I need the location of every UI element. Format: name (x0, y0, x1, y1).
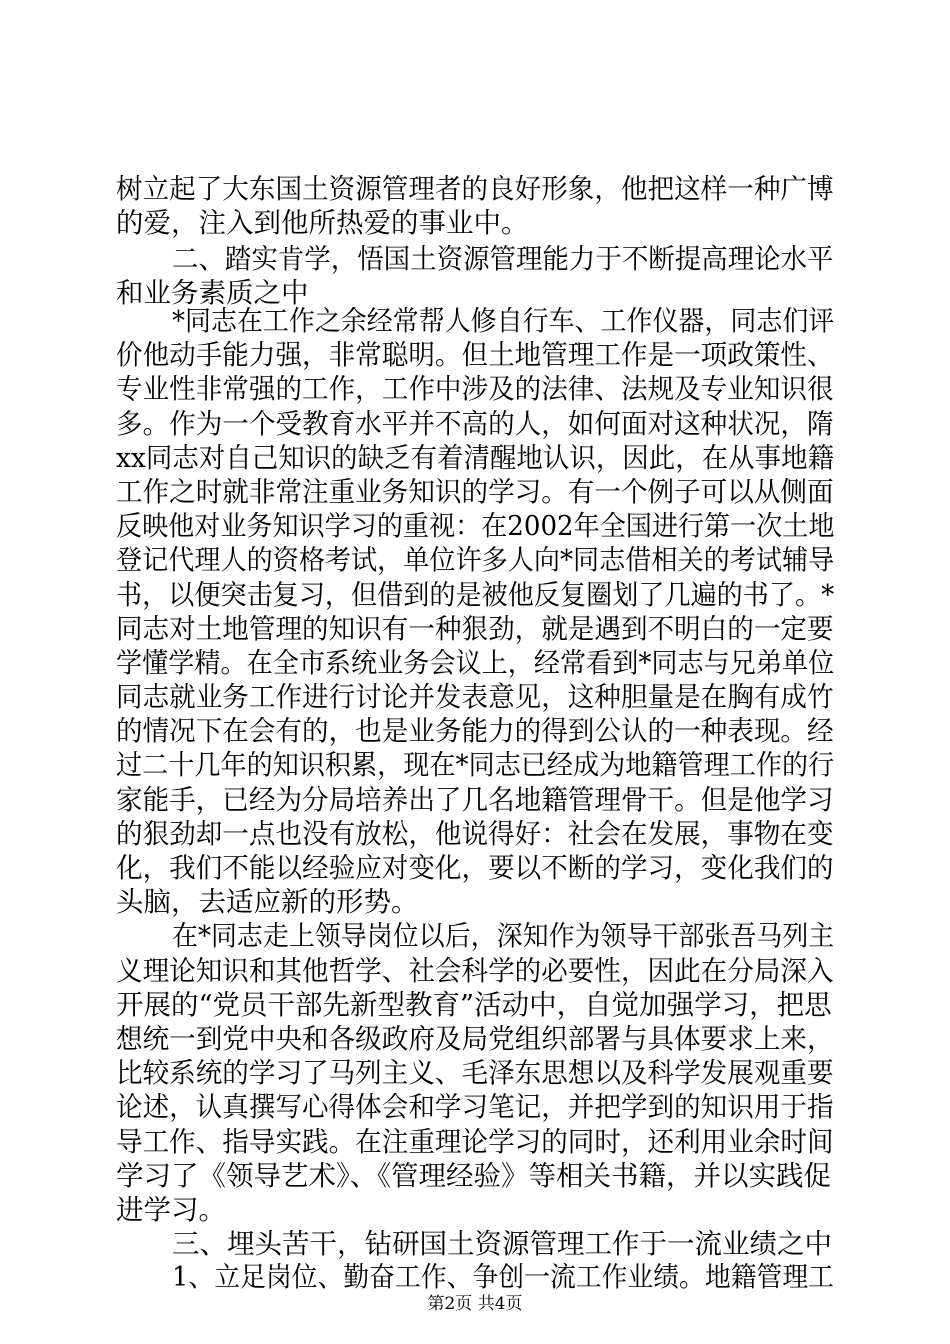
text-line: 比较系统的学习了马列主义、毛泽东思想以及科学发展观重要 (116, 1057, 834, 1089)
text-line: 的狠劲却一点也没有放松，他说得好：社会在发展，事物在变 (116, 818, 834, 850)
text-line: 1、立足岗位、勤奋工作、争创一流工作业绩。地籍管理工 (172, 1261, 834, 1293)
text-line: xx同志对自己知识的缺乏有着清醒地认识，因此，在从事地籍 (116, 442, 835, 474)
text-line: 同志就业务工作进行讨论并发表意见，这种胆量是在胸有成竹 (116, 681, 834, 713)
text-line: 开展的“党员干部先新型教育”活动中，自觉加强学习，把思 (116, 989, 832, 1021)
text-line: 工作之时就非常注重业务知识的学习。有一个例子可以从侧面 (116, 476, 834, 508)
text-line: 多。作为一个受教育水平并不高的人，如何面对这种状况，隋 (116, 408, 834, 440)
text-line: *同志在工作之余经常帮人修自行车、工作仪器，同志们评 (172, 305, 835, 337)
section-heading-2-cont: 和业务素质之中 (116, 277, 309, 309)
text-line: 进学习。 (116, 1194, 226, 1226)
text-line: 专业性非常强的工作，工作中涉及的法律、法规及专业知识很 (116, 373, 834, 405)
text-line: 论述，认真撰写心得体会和学习笔记，并把学到的知识用于指 (116, 1091, 834, 1123)
section-heading-3: 三、埋头苦干，钻研国土资源管理工作于一流业绩之中 (172, 1228, 832, 1260)
text-line: 书，以便突击复习，但借到的是被他反复圈划了几遍的书了。* (116, 579, 835, 611)
text-line: 同志对土地管理的知识有一种狠劲，就是遇到不明白的一定要 (116, 613, 834, 645)
text-line: 想统一到党中央和各级政府及局党组织部署与具体要求上来， (116, 1023, 834, 1055)
text-line: 头脑，去适应新的形势。 (116, 886, 419, 918)
text-line: 的情况下在会有的，也是业务能力的得到公认的一种表现。经 (116, 715, 834, 747)
text-line: 在*同志走上领导岗位以后，深知作为领导干部张吾马列主 (172, 920, 835, 952)
text-line: 过二十几年的知识积累，现在*同志已经成为地籍管理工作的行 (116, 749, 835, 781)
text-line: 登记代理人的资格考试，单位许多人向*同志借相关的考试辅导 (116, 544, 835, 576)
text-line: 树立起了大东国土资源管理者的良好形象，他把这样一种广博 (116, 173, 834, 205)
text-line: 义理论知识和其他哲学、社会科学的必要性，因此在分局深入 (116, 955, 834, 987)
text-line: 反映他对业务知识学习的重视：在2002年全国进行第一次土地 (116, 510, 835, 542)
text-line: 家能手，已经为分局培养出了几名地籍管理骨干。但是他学习 (116, 784, 834, 816)
text-line: 学懂学精。在全市系统业务会议上，经常看到*同志与兄弟单位 (116, 647, 835, 679)
text-line: 的爱，注入到他所热爱的事业中。 (116, 207, 529, 239)
text-line: 价他动手能力强，非常聪明。但土地管理工作是一项政策性、 (116, 339, 834, 371)
text-line: 化，我们不能以经验应对变化，要以不断的学习，变化我们的 (116, 852, 834, 884)
page-number-footer: 第2页 共4页 (427, 1294, 523, 1314)
section-heading-2: 二、踏实肯学，悟国土资源管理能力于不断提高理论水平 (172, 243, 834, 275)
text-line: 学习了《领导艺术》、《管理经验》等相关书籍，并以实践促 (116, 1160, 831, 1192)
text-line: 导工作、指导实践。在注重理论学习的同时，还利用业余时间 (116, 1126, 834, 1158)
